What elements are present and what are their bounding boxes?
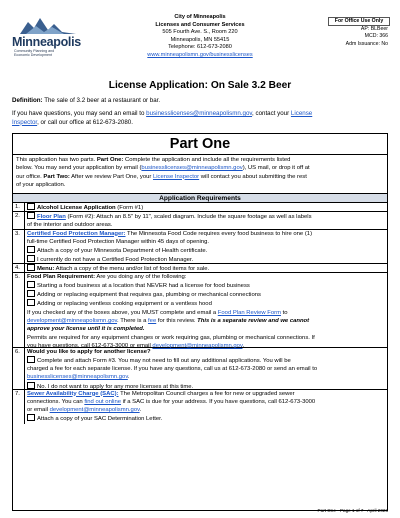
logo-sub-line-2: Economic Development [14, 53, 52, 58]
fee-link[interactable]: fee [148, 317, 157, 324]
sac-link[interactable]: Sewer Availability Charge (SAC): [27, 390, 119, 397]
requirement-text: connections. You can [27, 398, 85, 405]
row-number: 2. [13, 212, 25, 229]
development-email-link[interactable]: development@minneapolismn.gov [27, 317, 118, 324]
part-text: This application has two parts. [16, 157, 97, 163]
office-adm-issuance: Adm Issuance: No [345, 40, 388, 47]
intro-text-3: , or call our office at 612-673-2080. [37, 118, 133, 126]
checkbox[interactable] [27, 203, 35, 210]
checkbox[interactable] [27, 281, 35, 288]
part-one-intro [16, 156, 384, 189]
part-text: our office. [16, 173, 44, 180]
find-out-online-link[interactable]: find out online [84, 398, 122, 405]
logo-subtitle [14, 49, 54, 58]
part-text: ), US mail, or drop it off at [242, 165, 310, 172]
license-inspector-link-2[interactable]: Inspector [12, 118, 38, 126]
requirement-text: Attach a copy of the menu and/or list of food items for sale. [54, 265, 210, 272]
part-inspector-link[interactable]: License Inspector [152, 173, 200, 180]
requirement-text: Are you doing any of the following: [95, 273, 187, 280]
requirement-row-6 [13, 348, 387, 390]
definition-text: The sale of 3.2 beer at a restaurant or bar. [42, 97, 161, 104]
requirement-row-3 [13, 230, 387, 264]
separate-review-note: approve your license until it is completed. [27, 326, 145, 333]
street-address: 505 Fourth Ave. S., Room 220 [162, 29, 238, 36]
checkbox[interactable] [27, 246, 35, 253]
city-name: City of Minneapolis [174, 14, 226, 20]
minneapolis-logo [12, 16, 92, 58]
requirement-label: Would you like to apply for another license? [27, 348, 151, 355]
requirement-text: (Form #1) [115, 205, 144, 211]
row-number: 3. [13, 230, 25, 263]
part-one-title: Part One [169, 136, 231, 152]
row-number: 6. [13, 348, 25, 389]
intro-email-link[interactable]: businesslicenses@minneapolismn.gov [146, 110, 253, 117]
option-text: Complete and attach Form #3. You may not need to fill out any additional applications. You will be [37, 357, 291, 364]
checkbox[interactable] [27, 255, 35, 262]
requirement-text: Permits are required for any equipment changes or work requiring gas, plumbing or mechanical connections. If [27, 334, 315, 341]
food-plan-review-link[interactable]: Food Plan Review Form [217, 309, 281, 316]
separate-review-note: This is a separate review and we cannot [197, 317, 310, 324]
checkbox[interactable] [27, 382, 35, 389]
requirement-text: or email [27, 407, 50, 414]
website-link[interactable]: www.minneapolismn.gov/businesslicenses [147, 51, 253, 58]
logo-name: Minneapolis [12, 35, 81, 49]
option-text: Starting a food business at a location that NEVER had a license for food business [37, 282, 250, 289]
requirement-text: for this review. [156, 317, 198, 324]
department-name: Licenses and Consumer Services [155, 21, 245, 28]
checkbox[interactable] [27, 356, 35, 363]
requirement-label: Alcohol License Application [37, 205, 116, 211]
part-text: below. You may send your application by email ( [16, 165, 142, 172]
part-text: After we review Part One, your [69, 173, 153, 180]
skyline-icon [18, 16, 78, 36]
office-use-heading: For Office Use Only [328, 17, 390, 26]
logo-sub-line-1: Community Planning and [14, 49, 55, 53]
requirement-row-1 [13, 203, 387, 212]
part-text: will contact you about submitting the rest [199, 173, 307, 180]
floor-plan-link[interactable]: Floor Plan [37, 214, 66, 220]
office-ap: AP: BLBeer [360, 26, 388, 33]
requirement-text: . [139, 407, 142, 414]
development-email-link-3[interactable]: development@minneapolismn.gov [49, 407, 140, 414]
requirement-text: charged a fee for each separate license. If you have any questions, call us at 612-673-2080 or send an email to [27, 366, 318, 373]
telephone: Telephone: 612-673-2080 [168, 44, 232, 51]
intro-text-1: If you have questions, you may send an email to [12, 110, 147, 117]
requirement-row-7 [13, 390, 387, 424]
requirements-header: Application Requirements [13, 193, 387, 203]
page-footer: Part One - Page 1 of 7 - April 2023 [317, 508, 388, 513]
city-state-zip: Minneapolis, MN 55415 [170, 36, 230, 43]
row-number: 5. [13, 273, 25, 347]
part-text: Complete the application and include all the requirements listed [123, 157, 291, 163]
part-email-link[interactable]: businesslicenses@minneapolismn.gov [141, 165, 243, 172]
checkbox[interactable] [27, 290, 35, 297]
license-inspector-link[interactable]: License [290, 110, 313, 117]
business-email-link[interactable]: businesslicenses@minneapolismn.gov [27, 374, 128, 381]
requirement-row-5 [13, 273, 387, 348]
part-text: of your application. [16, 181, 66, 188]
requirement-text: if a SAC is due for your address. If you have questions, call 612-673-3000 [121, 398, 316, 405]
page-title: License Application: On Sale 3.2 Beer [108, 80, 292, 91]
requirement-text: (Form #2): Attach an 8.5" by 11", scaled diagram. Include the square footage as well as labels [65, 214, 312, 220]
office-address [120, 14, 280, 60]
requirement-label: Menu: [37, 265, 55, 272]
option-text: I currently do not have a Certified Food Protection Manager. [37, 257, 194, 264]
divider [13, 154, 387, 155]
requirement-text: of the interior and outdoor areas. [27, 222, 113, 229]
requirement-text: you have questions, call 612-673-3000 or email [27, 342, 153, 349]
requirement-text: full-time Certified Food Protection Manager within 45 days of opening. [27, 238, 210, 245]
office-mcd: MCD: 366 [364, 33, 388, 40]
requirement-text: The Metropolitan Council charges a fee for new or upgraded sewer [118, 390, 295, 397]
option-text: Adding or replacing ventless cooking equipment or a ventless hood [37, 301, 212, 308]
row-number: 4. [13, 264, 25, 272]
part-one-label: Part One: [96, 157, 124, 163]
intro-paragraph [12, 110, 388, 127]
requirement-text: If you checked any of the boxes above, you MUST complete and email a [27, 309, 218, 316]
requirement-label: Food Plan Requirement: [27, 273, 96, 280]
requirement-text: . There is a [117, 317, 149, 324]
requirement-text: The Minnesota Food Code requires every food business to hire one (1) [125, 230, 313, 237]
row-number: 7. [13, 390, 25, 424]
checkbox[interactable] [27, 299, 35, 306]
option-text: Attach a copy of your SAC Determination Letter. [37, 416, 163, 423]
requirement-text: to [280, 309, 288, 316]
requirement-text: . [127, 374, 130, 381]
requirement-row-4 [13, 264, 387, 273]
option-text: Adding or replacing equipment that requires gas, plumbing or mechanical connections [37, 292, 261, 299]
requirement-row-2 [13, 212, 387, 230]
checkbox[interactable] [27, 264, 35, 271]
intro-text-2: , contact your [252, 110, 291, 117]
checkbox[interactable] [27, 212, 35, 219]
office-use-box [328, 17, 390, 64]
checkbox[interactable] [27, 414, 35, 421]
definition-label: Definition: [12, 97, 43, 104]
part-one-box [12, 133, 388, 511]
requirement-text: . [242, 342, 245, 349]
option-text: Attach a copy of your Minnesota Department of Health certificate. [37, 248, 208, 255]
food-protection-manager-link[interactable]: Certified Food Protection Manager: [27, 230, 126, 237]
row-number: 1. [13, 203, 25, 211]
option-text: No. I do not want to apply for any more licenses at this time. [37, 383, 194, 390]
definition [12, 97, 388, 106]
development-email-link-2[interactable]: development@minneapolismn.gov [152, 342, 243, 349]
part-two-label: Part Two: [43, 173, 70, 180]
